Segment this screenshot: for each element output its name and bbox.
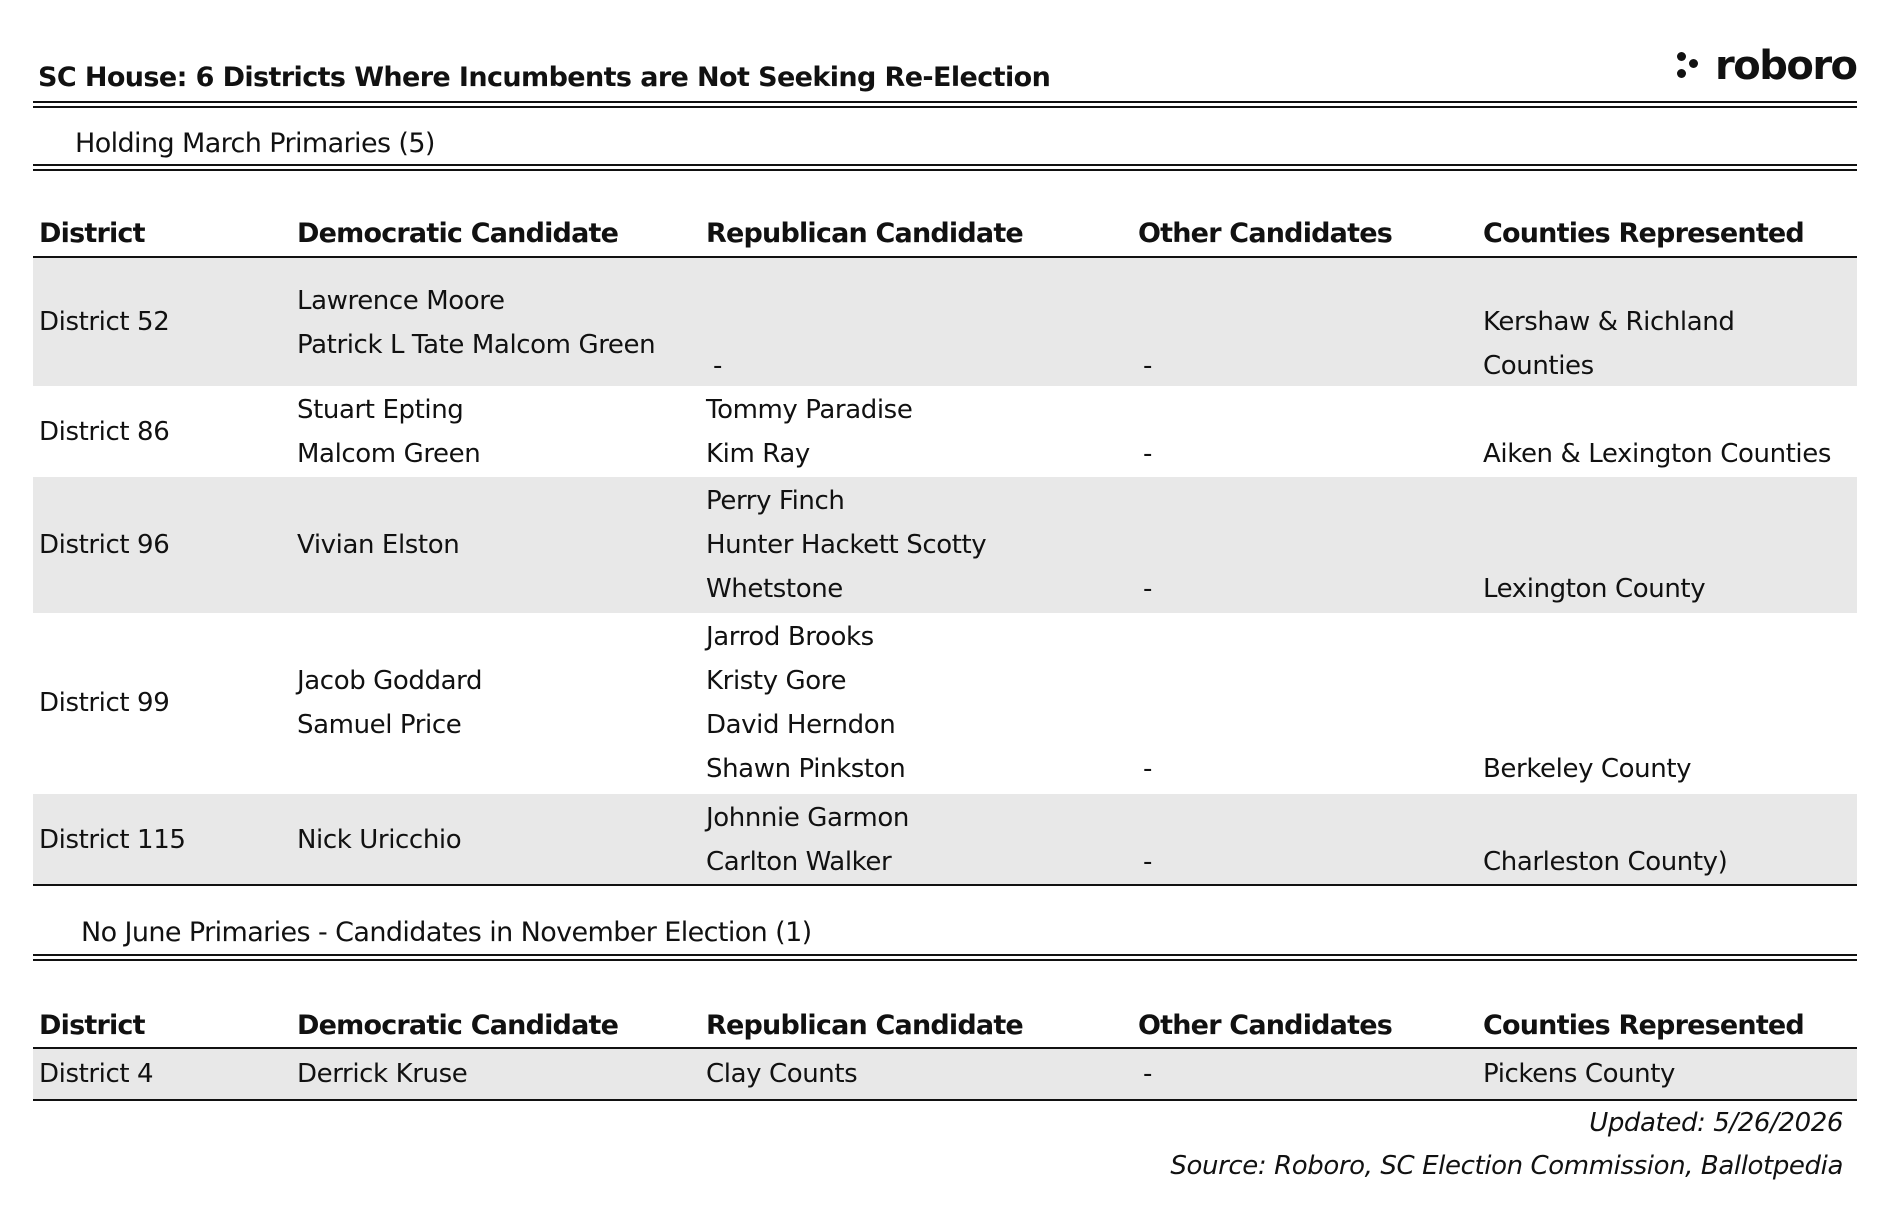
table-header-november [33, 1010, 1857, 1050]
other-cell: - [1143, 754, 1152, 784]
roboro-logo [1677, 44, 1857, 88]
column-header-district: District [39, 1010, 145, 1041]
counties-cell: Pickens County [1483, 1059, 1676, 1089]
democratic-cell [297, 388, 480, 476]
title-rule [33, 101, 1857, 108]
table-row [33, 1049, 1857, 1099]
candidate-name: David Herndon [706, 710, 896, 740]
counties-cell: Berkeley County [1483, 754, 1692, 784]
table-row [33, 477, 1857, 613]
table-bottom-rule-november [33, 1099, 1857, 1101]
republican-cell [706, 796, 909, 884]
source-note: Source: Roboro, SC Election Commission, Ballotpedia [1170, 1151, 1843, 1181]
roboro-dots-icon [1677, 49, 1703, 83]
table-row [33, 386, 1857, 477]
county-line: Kershaw & Richland [1483, 307, 1735, 337]
democratic-cell [297, 279, 655, 367]
section-title-november: No June Primaries - Candidates in November Election (1) [81, 917, 812, 948]
county-line: Counties [1483, 351, 1594, 381]
district-cell: District 52 [39, 307, 170, 337]
section-title-march: Holding March Primaries (5) [75, 128, 435, 159]
republican-cell [706, 388, 912, 476]
other-cell: - [1143, 351, 1152, 381]
candidate-name: Tommy Paradise [706, 395, 913, 425]
other-cell: - [1143, 439, 1152, 469]
candidate-name: Stuart Epting [297, 395, 464, 425]
column-header-other: Other Candidates [1138, 218, 1392, 249]
candidate-name: Lawrence Moore [297, 286, 505, 316]
republican-cell [706, 615, 905, 791]
table-row [33, 794, 1857, 885]
other-cell: - [1143, 847, 1152, 877]
district-cell: District 4 [39, 1059, 154, 1089]
column-header-counties: Counties Represented [1483, 218, 1804, 249]
table-row [33, 258, 1857, 386]
candidate-name: Kristy Gore [706, 666, 847, 696]
table-row [33, 613, 1857, 794]
page-title: SC House: 6 Districts Where Incumbents are Not Seeking Re-Election [38, 62, 1051, 93]
column-header-democratic: Democratic Candidate [297, 1010, 619, 1041]
candidate-name: Hunter Hackett Scotty [706, 530, 987, 560]
candidate-name: Jacob Goddard [297, 666, 483, 696]
republican-cell: - [713, 351, 722, 381]
district-cell: District 99 [39, 688, 170, 718]
section-rule-march [33, 164, 1857, 171]
column-header-district: District [39, 218, 145, 249]
candidate-name: Whetstone [706, 574, 843, 604]
district-cell: District 86 [39, 417, 170, 447]
district-cell: District 96 [39, 530, 170, 560]
counties-cell: Lexington County [1483, 574, 1706, 604]
other-cell: - [1143, 1059, 1152, 1089]
democratic-cell: Nick Uricchio [297, 825, 462, 855]
table-bottom-rule-march [33, 884, 1857, 886]
republican-cell [706, 479, 986, 611]
candidate-name: Malcom Green [297, 439, 481, 469]
candidate-name: Shawn Pinkston [706, 754, 906, 784]
column-header-republican: Republican Candidate [706, 1010, 1023, 1041]
column-header-democratic: Democratic Candidate [297, 218, 619, 249]
counties-cell [1483, 300, 1734, 388]
candidate-name: Patrick L Tate Malcom Green [297, 330, 656, 360]
democratic-cell [297, 659, 482, 747]
column-header-counties: Counties Represented [1483, 1010, 1804, 1041]
candidate-name: Carlton Walker [706, 847, 892, 877]
district-cell: District 115 [39, 825, 186, 855]
candidate-name: Kim Ray [706, 439, 810, 469]
counties-cell: Aiken & Lexington Counties [1483, 439, 1832, 469]
column-header-other: Other Candidates [1138, 1010, 1392, 1041]
logo-text: roboro [1715, 43, 1857, 89]
candidate-name: Samuel Price [297, 710, 462, 740]
other-cell: - [1143, 574, 1152, 604]
candidate-name: Jarrod Brooks [706, 622, 874, 652]
column-header-republican: Republican Candidate [706, 218, 1023, 249]
updated-note: Updated: 5/26/2026 [1589, 1108, 1843, 1138]
section-rule-november [33, 954, 1857, 961]
counties-cell: Charleston County) [1483, 847, 1728, 877]
candidate-name: Johnnie Garmon [706, 803, 909, 833]
democratic-cell: Derrick Kruse [297, 1059, 468, 1089]
candidate-name: Perry Finch [706, 486, 845, 516]
democratic-cell: Vivian Elston [297, 530, 460, 560]
republican-cell: Clay Counts [706, 1059, 858, 1089]
table-header-march [33, 218, 1857, 258]
